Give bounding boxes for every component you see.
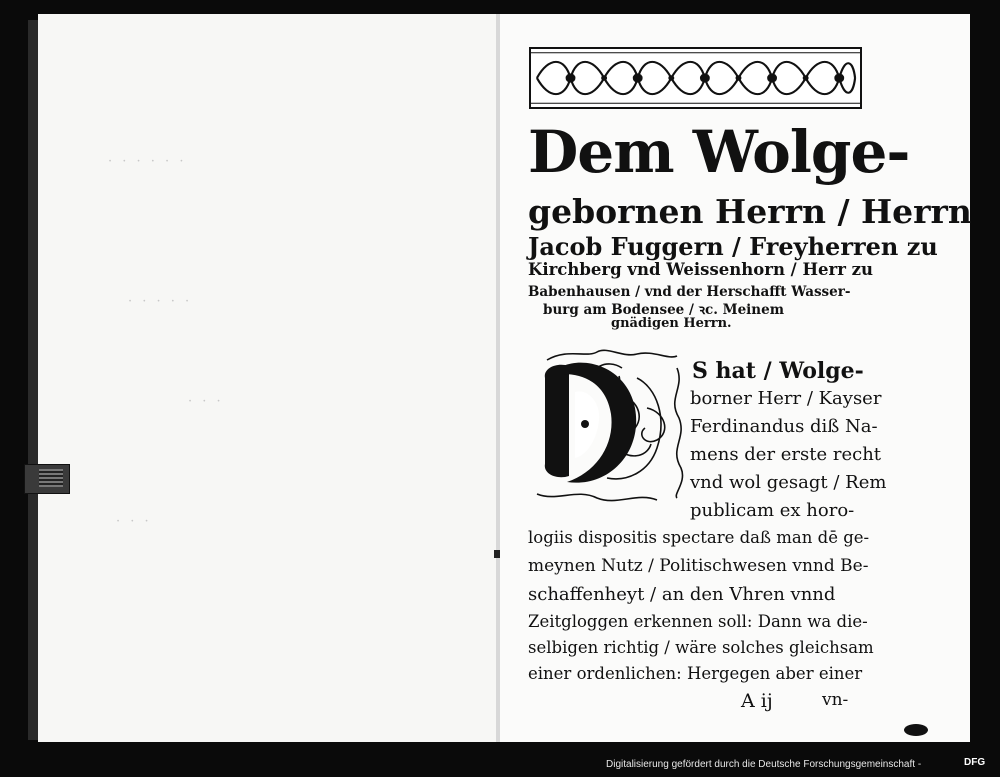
text-line: publicam ex horo-: [690, 500, 855, 521]
decorated-initial-d-icon: [527, 348, 687, 504]
ink-blot: [904, 724, 928, 736]
text-line: logiis dispositis spectare daß man dē ge-: [528, 528, 870, 547]
left-page-blank: [38, 14, 496, 742]
tab-marker: [24, 464, 70, 494]
text-line: meynen Nutz / Politischwesen vnnd Be-: [528, 556, 869, 576]
show-through-smudge: · · ·: [116, 514, 152, 529]
title-line: Kirchberg vnd Weissenhorn / Herr zu: [528, 260, 874, 279]
text-line: S hat / Wolge-: [692, 358, 864, 384]
text-line: schaffenheyt / an den Vhren vnnd: [528, 584, 836, 605]
text-line: mens der erste recht: [690, 444, 882, 465]
catchword: vn-: [822, 690, 849, 710]
title-line: burg am Bodensee / ꝛc. Meinem: [543, 302, 784, 318]
text-line: selbigen richtig / wäre solches gleichsam: [528, 638, 874, 657]
text-line: Ferdinandus diß Na-: [690, 416, 878, 437]
dfg-logo: DFG: [964, 757, 986, 768]
show-through-smudge: · · · · · ·: [108, 154, 187, 169]
title-line: gnädigen Herrn.: [611, 316, 732, 331]
title-line: Dem Wolge-: [528, 118, 910, 186]
show-through-smudge: · · ·: [188, 394, 224, 409]
title-line: Babenhausen / vnd der Herschafft Wasser-: [528, 284, 851, 300]
text-line: Zeitgloggen erkennen soll: Dann wa die-: [528, 612, 868, 631]
footer-credit: Digitalisierung gefördert durch die Deutsche Forschungsgemeinschaft -: [606, 759, 922, 770]
show-through-smudge: · · · · ·: [128, 294, 193, 309]
title-line: Jacob Fuggern / Freyherren zu: [528, 232, 938, 261]
text-line: borner Herr / Kayser: [690, 388, 882, 409]
text-line: vnd wol gesagt / Rem: [690, 472, 887, 493]
text-line: einer ordenlichen: Hergegen aber einer: [528, 664, 863, 683]
signature-mark: A ij: [741, 690, 773, 712]
title-line: gebornen Herrn / Herrn: [528, 192, 972, 231]
ornamental-border-icon: [529, 47, 862, 109]
